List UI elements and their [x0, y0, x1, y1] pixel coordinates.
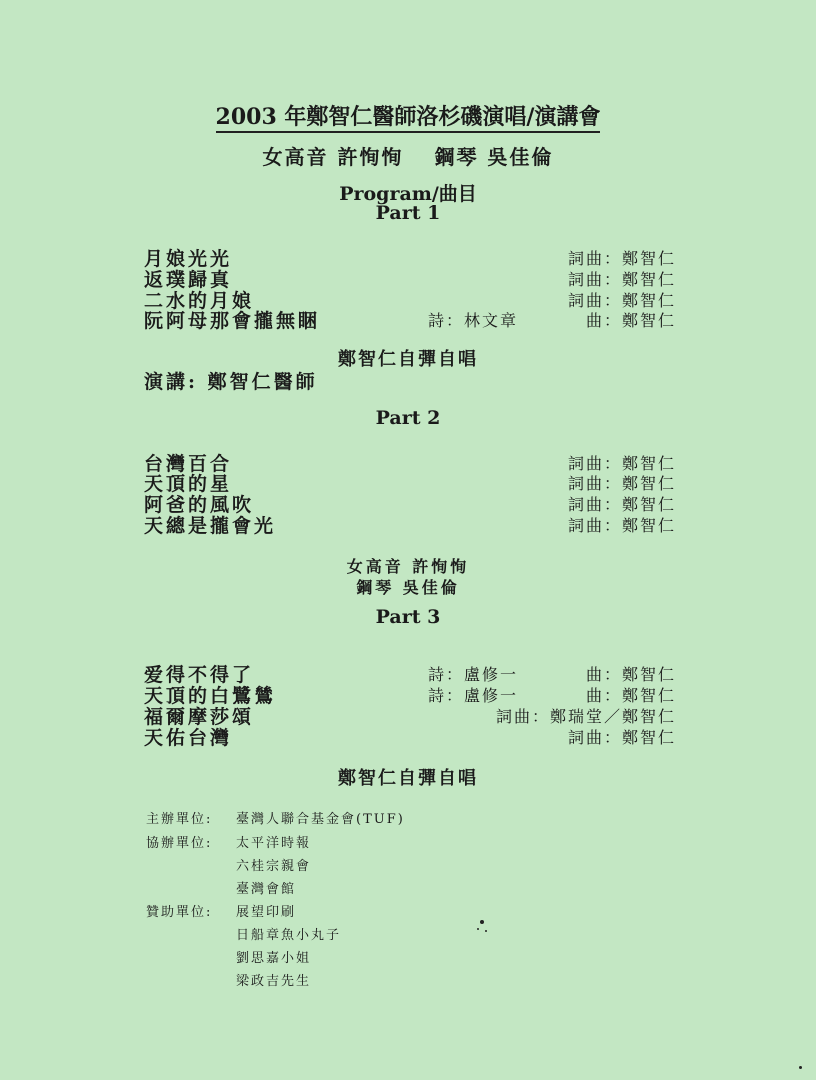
song-poem-credit: 詩：盧修一: [428, 665, 519, 684]
host-name: 臺灣人聯合基金會(TUF): [236, 812, 405, 827]
part1-heading: Part 1: [375, 202, 441, 224]
song-title: 天總是攏會光: [144, 515, 277, 537]
song-title: 天頂的白鷺鷥: [144, 685, 277, 707]
song-credit: 曲：鄭智仁: [585, 665, 676, 684]
song-title: 爱得不得了: [144, 664, 255, 686]
sponsor-label: 贊助單位:: [146, 905, 213, 920]
song-title: 天頂的星: [144, 473, 233, 495]
co-host-name: 六桂宗親會: [236, 859, 312, 874]
song-credit: 詞曲：鄭瑞堂／鄭智仁: [495, 707, 676, 726]
part2-heading: Part 2: [375, 407, 441, 429]
co-host-name: 太平洋時報: [236, 836, 312, 851]
closing-self-sing-line: 鄭智仁自彈自唱: [338, 768, 478, 789]
song-credit: 詞曲：鄭智仁: [567, 474, 676, 493]
song-title: 月娘光光: [144, 248, 233, 270]
song-credit: 詞曲：鄭智仁: [567, 270, 676, 289]
song-credit: 詞曲：鄭智仁: [567, 454, 676, 473]
page-title-text: 2003 年鄭智仁醫師洛杉磯演唱/演講會: [216, 104, 601, 133]
song-credit: 詞曲：鄭智仁: [567, 249, 676, 268]
paper-speck: [480, 920, 484, 924]
paper-speck: [799, 1066, 802, 1069]
program-heading: Program/曲目: [339, 183, 477, 205]
co-host-name: 臺灣會館: [236, 882, 297, 897]
song-credit: 詞曲：鄭智仁: [567, 728, 676, 747]
co-host-label: 協辦單位:: [146, 836, 213, 851]
sponsor-name: 日船章魚小丸子: [236, 928, 342, 943]
song-poem-credit: 詩：盧修一: [428, 686, 519, 705]
piano-line: 鋼琴 吳佳倫: [356, 578, 460, 597]
part3-heading: Part 3: [375, 606, 441, 628]
paper-speck: [485, 930, 487, 932]
song-title: 福爾摩莎頌: [144, 706, 255, 728]
song-credit: 曲：鄭智仁: [585, 311, 676, 330]
sponsor-name: 展望印刷: [236, 905, 297, 920]
song-title: 阿爸的風吹: [144, 494, 255, 516]
song-title: 二水的月娘: [144, 290, 255, 312]
sponsor-name: 劉思嘉小姐: [236, 951, 312, 966]
song-credit: 詞曲：鄭智仁: [567, 291, 676, 310]
song-title: 天佑台灣: [144, 727, 233, 749]
song-title: 台灣百合: [144, 453, 233, 475]
lecture-line: 演講: 鄭智仁醫師: [144, 371, 318, 393]
paper-speck: [477, 928, 479, 930]
song-credit: 詞曲：鄭智仁: [567, 516, 676, 535]
soprano-line: 女高音 許恂恂: [346, 557, 470, 576]
host-label: 主辦單位:: [146, 812, 213, 827]
sponsor-name: 梁政吉先生: [236, 974, 312, 989]
song-title: 返璞歸真: [144, 269, 233, 291]
self-sing-line: 鄭智仁自彈自唱: [338, 349, 478, 370]
page-title: [0, 100, 816, 131]
performers-line: 女高音 許恂恂 鋼琴 吳佳倫: [262, 145, 554, 169]
song-credit: 曲：鄭智仁: [585, 686, 676, 705]
song-poem-credit: 詩：林文章: [428, 311, 519, 330]
song-credit: 詞曲：鄭智仁: [567, 495, 676, 514]
song-title: 阮阿母那會攏無睏: [144, 310, 321, 332]
